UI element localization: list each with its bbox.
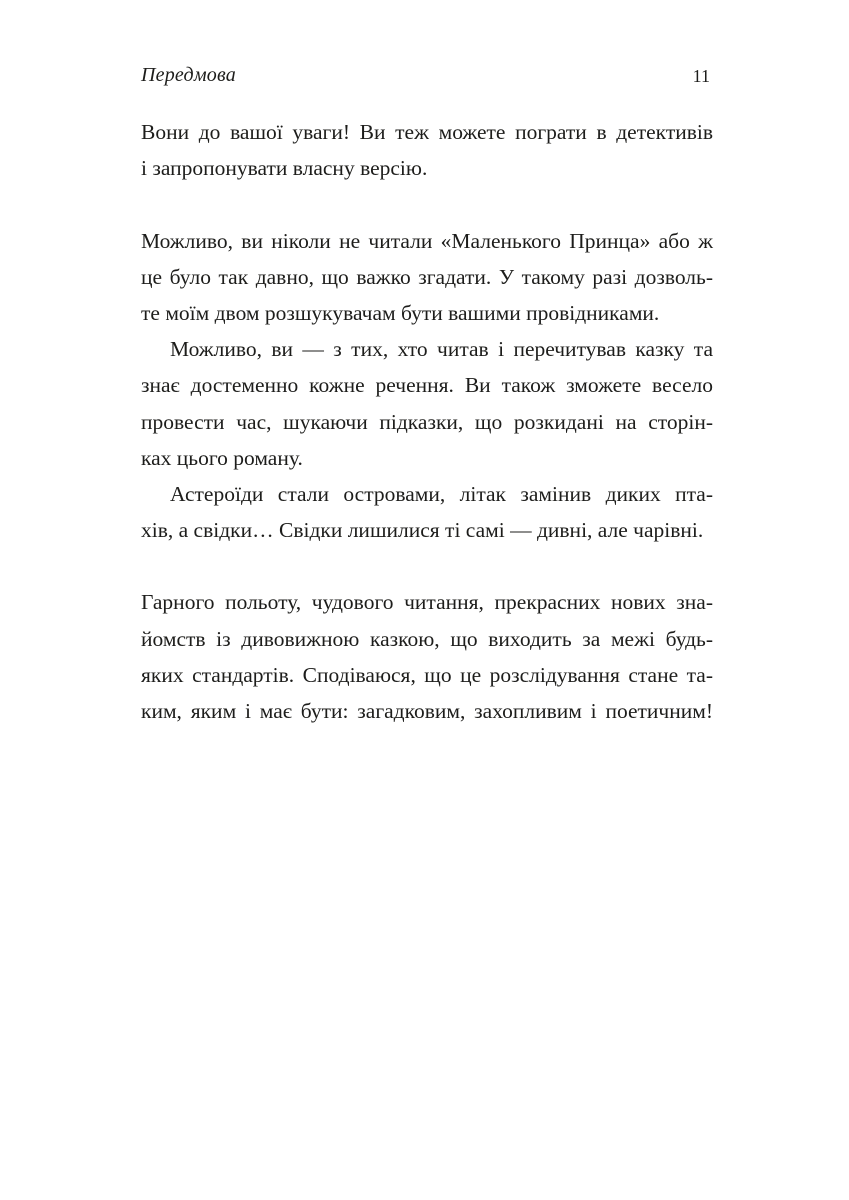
text-line: ким, яким і має бути: загадковим, захопливим і поетичним! [141, 699, 713, 723]
text-line: йомств із дивовижною казкою, що виходить за межі будь- [141, 626, 713, 651]
paragraph [141, 223, 713, 332]
text-line: те моїм двом розшукувачам бути вашими провідниками. [141, 300, 660, 325]
paragraph [141, 584, 713, 729]
text-line: ках цього роману. [141, 445, 303, 470]
page-number: 11 [692, 66, 710, 86]
running-title: Передмова [141, 64, 236, 86]
text-line: яких стандартів. Сподіваюся, що це розслідування стане та- [141, 662, 713, 687]
text-line: і запропонувати власну версію. [141, 156, 428, 181]
paragraph [141, 114, 713, 186]
paragraph-gap [141, 548, 713, 584]
text-line: це було так давно, що важко згадати. У такому разі дозволь- [141, 264, 713, 289]
text-line: провести час, шукаючи підказки, що розкидані на сторін- [141, 409, 713, 434]
text-line: Можливо, ви ніколи не читали «Маленького Принца» або ж [141, 228, 713, 253]
text-line: хів, а свідки… Свідки лишилися ті самі — дивні, але чарівні. [141, 518, 704, 543]
text-line: Астероїди стали островами, літак замінив диких пта- [170, 481, 713, 506]
text-line: Гарного польоту, чудового читання, прекрасних нових зна- [141, 590, 713, 615]
paragraph [141, 331, 713, 476]
body-text [141, 114, 713, 729]
paragraph-gap [141, 186, 713, 222]
text-line: Можливо, ви — з тих, хто читав і перечитував казку та [170, 337, 713, 362]
text-line: Вони до вашої уваги! Ви теж можете пограти в детективів [141, 120, 713, 144]
text-line: знає достеменно кожне речення. Ви також зможете весело [141, 373, 713, 398]
paragraph [141, 476, 713, 548]
